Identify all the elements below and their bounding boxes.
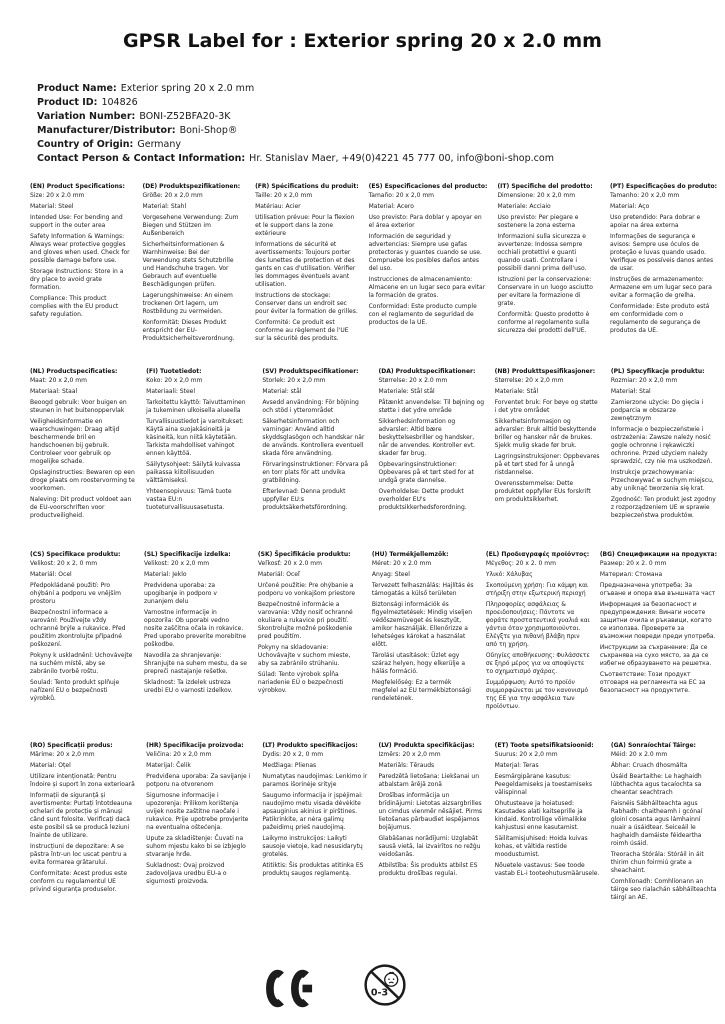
language-block-fr — [255, 183, 359, 368]
language-block-paragraph: Soulad: Tento produkt splňuje nařízení EU o bezpečnosti výrobků. — [30, 679, 120, 702]
language-block-paragraph: Predvidena uporaba: za upogibanje in podporo v zunanjem delu — [143, 582, 217, 605]
language-block-paragraph: Paredzētā lietošana: Liekšanai un atbalstam ārējā zonā — [378, 773, 480, 788]
language-block-paragraph: Съответствие: Този продукт отговаря на регламента на ЕС за безопасност на продуктите. — [599, 671, 706, 694]
language-block-paragraph: Úsáid Beartaithe: Le haghaidh lúbthachta agus tacaíochta sa cheantar seachtrach — [610, 773, 702, 796]
language-block-paragraph: Méid: 20 x 2.0 mm — [610, 751, 668, 758]
language-block-paragraph: Dydis: 20 x 2, 0 mm — [262, 751, 324, 758]
language-block-paragraph: Matériau: Acier — [255, 203, 301, 210]
language-block-paragraph: Materiale: Stål stål — [378, 388, 435, 395]
language-block-paragraph: Numatytas naudojimas: Lenkimo ir paramos išorinėje srityje — [262, 773, 368, 788]
language-block-paragraph: Materiaal: Staal — [30, 388, 78, 395]
language-block-heading: (EL) Προδιαγραφές προϊόντος: — [485, 551, 590, 558]
language-block-paragraph: Nõuetele vastavus: See toode vastab EL-i tooteohutusmäärusele. — [494, 862, 600, 877]
language-block-sl — [144, 551, 248, 742]
language-block-paragraph: Sicherheitsinformationen & Warnhinweise: Bei der Verwendung stets Schutzbrille und Handschuhe tragen. Vor Gebrauch auf eventuelle Beschädigungen prüfen. — [142, 241, 234, 288]
language-block-heading: (IT) Specifiche del prodotto: — [497, 183, 593, 190]
language-block-paragraph: Tamaño: 20 x 2,0 mm — [368, 192, 435, 199]
language-block-en — [30, 183, 133, 368]
language-block-paragraph: Размер: 20 x 2. 0 mm — [599, 560, 667, 567]
language-block-heading: (RO) Specificații produs: — [30, 742, 113, 749]
language-block-nl — [30, 368, 136, 551]
language-block-paragraph: Overensstemmelse: Dette produktet oppfyller EUs forskrift om produktsikkerhet. — [494, 480, 591, 503]
language-row — [30, 742, 717, 938]
language-block-heading: (HR) Specifikacije proizvoda: — [146, 742, 244, 749]
language-block-paragraph: Izmērs: 20 x 2,0 mm — [378, 751, 441, 758]
language-block-heading: (CS) Specifikace produktu: — [30, 551, 121, 558]
language-block-paragraph: Atbilstība: Šis produkts atbilst ES produktu drošības regulai. — [378, 862, 478, 877]
language-block-paragraph: Istruzioni per la conservazione: Conservare in un luogo asciutto per evitare la formazione di grate. — [497, 276, 593, 307]
language-block-paragraph: Size: 20 x 2.0 mm — [30, 192, 85, 199]
product-info-value: Hr. Stanislav Maer, +49(0)4221 45 777 00, info@boni-shop.com — [249, 153, 554, 164]
ce-mark-icon — [266, 969, 314, 1008]
language-block-paragraph: Tarkoitettu käyttö: Taivuttaminen ja tukeminen ulkoisella alueella — [146, 399, 246, 414]
language-block-paragraph: Informații de siguranță și avertismente: Purtați întotdeauna ochelari de protecție și mănuși când sunt folosite. Verificați dacă este posibil să se producă leziuni înainte de utilizare. — [30, 792, 132, 839]
language-block-paragraph: Avsedd användning: För böjning och stöd i ytterområdet — [262, 399, 359, 414]
language-block-paragraph: Lagringsinstruksjoner: Oppbevares på et tørt sted for å unngå ristdannelse. — [494, 453, 600, 476]
language-block-paragraph: Intended Use: For bending and support in the outer area — [30, 214, 123, 229]
product-info-value: BONI-Z52BFA20-3K — [139, 111, 231, 122]
language-block-paragraph: Uso previsto: Per piegare e sostenere la zona esterna — [497, 214, 579, 229]
language-block-paragraph: Vorgesehene Verwendung: Zum Biegen und Stützen im Außenbereich — [142, 214, 239, 237]
language-block-paragraph: Tárolási utasítások: Üzlet egy száraz helyen, hogy elkerülje a hálás formáció. — [371, 652, 465, 675]
language-block-fi — [146, 368, 252, 551]
language-block-heading: (FI) Tuotetiedot: — [146, 368, 202, 375]
language-block-sv — [262, 368, 368, 551]
language-block-paragraph: Μέγεθος: 20 x 2. 0 mm — [485, 560, 556, 567]
language-block-paragraph: Pokyny na skladovanie: Uchovávajte v suchom mieste, aby sa zabránilo strúhaniu. — [257, 644, 351, 667]
language-block-paragraph: Informacje o bezpieczeństwie i ostrzeżenia: Zawsze należy nosić gogle ochronne i rękawiczki ochronne. Przed użyciem należy sprawdzić, czy nie ma uszkodzeń. — [610, 426, 713, 465]
product-info-value: Exterior spring 20 x 2.0 mm — [120, 83, 255, 94]
language-block-paragraph: Bezpečnostní informace a varování: Používejte vždy ochranné brýle a rukavice. Před použitím zkontrolujte případné poškození. — [30, 609, 126, 648]
language-block-paragraph: Информация за безопасност и предупреждения: Винаги носете защитни очила и ръкавици, когато се използва. Проверете за възможни повреди преди употреба. — [599, 601, 716, 640]
language-block-heading: (PL) Specyfikacje produktu: — [610, 368, 705, 375]
language-block-paragraph: Utilizare intenționată: Pentru îndoire și suport în zona exterioară — [30, 773, 135, 788]
language-block-paragraph: Säkerhetsinformation och varningar: Använd alltid skyddsglasögon och handskar när de används. Kontrollera eventuell skada före användning. — [262, 418, 365, 457]
language-block-paragraph: Opbevaringsinstruktioner: Opbevares på et tørt sted for at undgå grate dannelse. — [378, 461, 474, 484]
language-row — [30, 551, 717, 742]
language-block-paragraph: Conformidad: Este producto cumple con el reglamento de seguridad de productos de la UE. — [368, 303, 477, 326]
language-block-paragraph: Πληροφορίες ασφάλειας & προειδοποιήσεις: Πάντοτε να φοράτε προστατευτικά γυαλιά και γάντια όταν χρησιμοποιούνται. Ελέγξτε για πιθανή βλάβη πριν από τη χρήση. — [485, 601, 590, 648]
language-block-paragraph: Ohutusteave ja hoiatused: Kasutades alati kaitseprille ja kindaid. Kontrollige võimalikke kahjustusi enne kasutamist. — [494, 800, 587, 831]
language-block-paragraph: Material: Jeklo — [143, 571, 187, 578]
product-info-field — [37, 138, 725, 152]
language-block-paragraph: Sukladnost: Ovaj proizvod zadovoljava uredbu EU-a o sigurnosti proizvoda. — [146, 862, 227, 885]
language-block-paragraph: Veľkosť: 20 x 2.0 mm — [257, 560, 322, 567]
language-block-paragraph: Biztonsági információk és figyelmeztetések: Mindig viseljen védőszemüveget és kesztyűt, amikor használják. Ellenőrizze a lehetséges károkat a használat előtt. — [371, 601, 473, 648]
language-block-paragraph: Material: Stahl — [142, 203, 187, 210]
language-block-heading: (NB) Produkttspesifikasjoner: — [494, 368, 596, 375]
age-warning-label: 0-3 — [370, 987, 389, 999]
language-block-paragraph: Comhlíonadh: Comhlíonann an táirge seo rialachán sábháilteachta táirgí an AE. — [610, 878, 717, 901]
language-block-paragraph: Materiał: Stal — [610, 388, 651, 395]
language-block-paragraph: Dimensione: 20 x 2,0 mm — [497, 192, 576, 199]
language-block-paragraph: Material: Acero — [368, 203, 414, 210]
language-block-heading: (SK) Špecifikácie produktu: — [257, 551, 351, 558]
language-block-paragraph: Påtænkt anvendelse: Til bøjning og støtte i det ydre område — [378, 399, 485, 414]
language-block-paragraph: Υλικό: Χάλυβας — [485, 571, 533, 578]
language-block-paragraph: Předpokládané použití: Pro ohýbání a podporu ve vnějším prostoru — [30, 582, 121, 605]
language-block-heading: (EN) Product Specifications: — [30, 183, 125, 190]
language-row — [30, 183, 717, 368]
product-info-value: 104826 — [101, 97, 138, 108]
language-block-heading: (DA) Produktspecifikationer: — [378, 368, 476, 375]
language-block-sk — [258, 551, 362, 742]
product-info-label: Variation Number: — [37, 111, 136, 122]
language-block-paragraph: Konformität: Dieses Produkt entspricht der EU-Produktsicherheitsverordnung. — [142, 319, 235, 342]
product-info-field — [37, 110, 725, 124]
page-title: GPSR Label for : Exterior spring 20 x 2.0 mm — [123, 30, 602, 52]
language-block-paragraph: Materijal: Čelik — [146, 762, 191, 769]
product-info-label: Product ID: — [37, 97, 98, 108]
language-block-heading: (ET) Toote spetsifikatsioonid: — [494, 742, 594, 749]
language-block-paragraph: Предназначена употреба: За огъване и опора във външната част — [599, 582, 716, 597]
language-block-heading: (HU) Termékjellemzők: — [371, 551, 449, 558]
product-info — [37, 82, 725, 166]
language-block-paragraph: Materiale: Stål — [494, 388, 539, 395]
language-block-paragraph: Förvaringsinstruktioner: Förvara på en torr plats för att undvika gratbildning. — [262, 461, 369, 484]
language-block-paragraph: Suurus: 20 x 2,0 mm — [494, 751, 558, 758]
language-block-paragraph: Utilisation prévue: Pour la flexion et le support dans la zone extérieure — [255, 214, 355, 237]
language-block-et — [495, 742, 601, 938]
language-block-ro — [30, 742, 136, 938]
language-block-paragraph: Forventet bruk: For bøye og støtte i det ytre området — [494, 399, 598, 414]
language-block-heading: (GA) Sonraíochtaí Táirge: — [610, 742, 696, 749]
language-block-paragraph: Informazioni sulla sicurezza e avvertenze: Indossa sempre occhiali protettivi e guanti quando usati. Controllare i possibili danni prima dell'uso. — [497, 233, 587, 272]
language-block-heading: (BG) Спецификации на продукта: — [599, 551, 717, 558]
language-block-heading: (SL) Specifikacije izdelka: — [143, 551, 231, 558]
language-block-paragraph: Glabāšanas norādījumi: Uzglabāt sausā vietā, lai izvairītos no režģu veidošanās. — [378, 835, 481, 858]
language-block-paragraph: Eesmärgipärane kasutus: Peegeldamiseks ja toestamiseks välispinnal — [494, 773, 592, 796]
language-block-paragraph: Maat: 20 x 2,0 mm — [30, 377, 87, 384]
language-block-paragraph: Tervezett felhasználás: Hajlítás és támogatás a külső területen — [371, 582, 474, 597]
language-block-paragraph: Anyag: Steel — [371, 571, 410, 578]
language-block-hu — [372, 551, 476, 742]
language-block-cs — [30, 551, 134, 742]
language-block-heading: (SV) Produktspecifikationer: — [262, 368, 359, 375]
language-block-paragraph: Materiál: Oceľ — [257, 571, 301, 578]
language-block-paragraph: Turvallisuustiedot ja varoitukset: Käytä aina suojakäsineitä ja käsineitä, kun niitä käytetään. Tarkista mahdolliset vahingot ennen käyttöä. — [146, 418, 244, 457]
language-block-paragraph: Material: Aço — [609, 203, 650, 210]
product-info-label: Manufacturer/Distributor: — [37, 125, 176, 136]
language-block-paragraph: Efterlevnad: Denna produkt uppfyller EU:s produktsäkerhetsförordning. — [262, 488, 348, 511]
product-info-value: Boni-Shop® — [179, 125, 238, 136]
language-block-paragraph: Instructions de stockage: Conserver dans un endroit sec pour éviter la formation de grilles. — [255, 292, 358, 315]
language-block-paragraph: Ábhar: Cruach dhosmálta — [610, 762, 688, 769]
language-block-paragraph: Material: Oțel — [30, 762, 71, 769]
language-block-paragraph: Conformità: Questo prodotto è conforme al regolamento sulla sicurezza dei prodotti dell'UE. — [497, 311, 590, 334]
product-info-value: Germany — [137, 139, 182, 150]
language-block-paragraph: Faisnéis Sábháilteachta agus Rabhadh: chaitheamh i gcónaí gloiní cosanta agus lámhainní nuair a úsáidtear. Seiceáil le haghaidh damáiste féideartha roimh úsáid. — [610, 800, 703, 847]
language-block-paragraph: Veiligheidsinformatie en waarschuwingen: Draag altijd beschermende bril en handschoenen bij gebruik. Controleer voor gebruik op mogelijke schade. — [30, 418, 120, 465]
language-block-paragraph: Материал: Стомана — [599, 571, 663, 578]
language-block-bg — [600, 551, 717, 742]
language-block-paragraph: Upute za skladištenje: Čuvati na suhom mjestu kako bi se izbjeglo stvaranje hrđe. — [146, 835, 246, 858]
product-info-field — [37, 82, 725, 96]
language-block-paragraph: Storlek: 20 x 2,0 mm — [262, 377, 326, 384]
product-info-field — [37, 152, 725, 166]
language-block-paragraph: Naleving: Dit product voldoet aan de EU-voorschriften voor productveiligheid. — [30, 496, 132, 519]
language-block-ga — [611, 742, 717, 938]
language-block-paragraph: Инструкции за съхранение: Да се съхранява на сухо място, за да се избегне образуването на решетка. — [599, 644, 712, 667]
language-block-heading: (DE) Produktspezifikationen: — [142, 183, 241, 190]
language-block-paragraph: Laikymo instrukcijos: Laikyti sausoje vietoje, kad nesusidarytų grotelės. — [262, 835, 363, 858]
language-block-paragraph: Opslaginstructies: Bewaren op een droge plaats om roostervorming te voorkomen. — [30, 469, 135, 492]
language-block-paragraph: Størrelse: 20 x 2.0 mm — [378, 377, 448, 384]
language-block-paragraph: Material: Steel — [30, 203, 74, 210]
language-block-heading: (FR) Spécifications du produit: — [255, 183, 359, 190]
language-block-it — [497, 183, 600, 368]
language-block-paragraph: Materiál: Ocel — [30, 571, 72, 578]
language-block-hr — [146, 742, 252, 938]
language-blocks-grid — [30, 183, 717, 938]
language-block-paragraph: Zgodność: Ten produkt jest zgodny z rozporządzeniem UE w sprawie bezpieczeństwa produktów. — [610, 496, 716, 519]
language-block-paragraph: Uso previsto: Para doblar y apoyar en el área exterior — [368, 214, 482, 229]
language-block-nb — [495, 368, 601, 551]
language-block-paragraph: Conformidade: Este produto está em conformidade com o regulamento de segurança de produtos da UE. — [609, 303, 710, 334]
product-info-field — [37, 124, 725, 138]
language-block-paragraph: Taille: 20 x 2,0 mm — [255, 192, 313, 199]
language-block-paragraph: Σκοπούμενη χρήση: Για κάμψη και στήριξη στην εξωτερική περιοχή — [485, 582, 589, 597]
language-block-paragraph: Informações de segurança e avisos: Sempre use óculos de proteção e luvas quando usado. Verifique os possíveis danos antes de usar. — [609, 233, 714, 272]
language-block-paragraph: Zamierzone użycie: Do gięcia i podparcia w obszarze zewnętrznym — [610, 399, 704, 422]
language-block-paragraph: Instrucciones de almacenamiento: Almacene en un lugar seco para evitar la formación de gratos. — [368, 276, 486, 299]
language-block-heading: (LV) Produkta specifikācijas: — [378, 742, 475, 749]
footer-marks — [0, 938, 725, 1024]
language-block-paragraph: Megfelelőség: Ez a termék megfelel az EU termékbiztonsági rendeletének. — [371, 679, 471, 702]
language-block-el — [486, 551, 590, 742]
language-block-paragraph: Medžiaga: Plienas — [262, 762, 317, 769]
product-info-label: Country of Origin: — [37, 139, 134, 150]
language-block-paragraph: Instruções de armazenamento: Armazene em um lugar seco para evitar a formação de grelha. — [609, 276, 712, 299]
language-block-paragraph: Συμμόρφωση: Αυτό το προϊόν συμμορφώνεται με τον κανονισμό της ΕΕ για την ασφάλεια των προϊόντων. — [485, 679, 589, 710]
language-block-paragraph: Drošības informācija un brīdinājumi: Lietotas aizsargbrilles un cimdus vienmēr nēsājiet. Pirms lietošanas pārbaudiet iespējamos bojājumus. — [378, 792, 483, 831]
language-block-paragraph: Safety Information & Warnings: Always wear protective goggles and gloves when used. Check for possible damage before use. — [30, 233, 130, 264]
language-block-es — [369, 183, 488, 368]
language-block-paragraph: Materiāls: Tērauds — [378, 762, 435, 769]
language-block-paragraph: Beoogd gebruik: Voor buigen en steunen in het buitenoppervlak — [30, 399, 127, 414]
language-row — [30, 368, 717, 551]
language-block-paragraph: Bezpečnostné informácie a varovania: Vždy nosiť ochranné okuliare a rukavice pri použití. Skontrolujte možné poškodenie pred použitím. — [257, 601, 353, 640]
language-block-pt — [610, 183, 717, 368]
language-block-paragraph: Overholdelse: Dette produkt overholder EU's produktsikkerhedsforordning. — [378, 488, 467, 511]
language-block-paragraph: Materiaali: Steel — [146, 388, 196, 395]
product-info-label: Product Name: — [37, 83, 117, 94]
language-block-paragraph: Treoracha Stórála: Stóráil in áit thirim chun foirmiú grate a sheachaint. — [610, 851, 704, 874]
language-block-paragraph: Lagerungshinweise: An einem trockenen Ort lagern, um Rostbildung zu vermeiden. — [142, 292, 233, 315]
language-block-da — [378, 368, 484, 551]
language-block-paragraph: Säilitamisjuhised: Hoida kuivas kohas, et vältida restide moodustumist. — [494, 835, 588, 858]
language-block-paragraph: Størrelse: 20 x 2,0 mm — [494, 377, 564, 384]
language-block-paragraph: Rozmiar: 20 x 2,0 mm — [610, 377, 678, 384]
language-block-heading: (LT) Produkto specifikacijos: — [262, 742, 358, 749]
language-block-paragraph: Tamanho: 20 x 2,0 mm — [609, 192, 680, 199]
language-block-lt — [262, 742, 368, 938]
product-info-field — [37, 96, 725, 110]
language-block-paragraph: Veličina: 20 x 2,0 mm — [146, 751, 212, 758]
language-block-paragraph: Súlad: Tento výrobok spĺňa nariadenie EÚ o bezpečnosti výrobkov. — [257, 671, 344, 694]
language-block-paragraph: Sikkerhedsinformation og advarsler: Altid bære beskyttelsesbriller og handsker, når de anvendes. Kontroller evt. skader før brug. — [378, 418, 476, 457]
language-block-paragraph: Material: stål — [262, 388, 302, 395]
language-block-pl — [611, 368, 717, 551]
language-block-paragraph: Atitiktis: Šis produktas atitinka ES produktų saugos reglamentą. — [262, 862, 364, 877]
language-block-paragraph: Säilytysohjeet: Säilytä kuivassa paikassa kiitollisuuden välttämiseksi. — [146, 461, 241, 484]
language-block-paragraph: Größe: 20 x 2,0 mm — [142, 192, 203, 199]
language-block-paragraph: Skladnost: Ta izdelek ustreza uredbi EU o varnosti izdelkov. — [143, 679, 233, 694]
language-block-paragraph: Οδηγίες αποθήκευσης: Φυλάσσετε σε ξηρό μέρος για να αποφύγετε το σχηματισμό σχάρας. — [485, 652, 590, 675]
language-block-paragraph: Información de seguridad y advertencias: Siempre use gafas protectoras y guantes cuando se use. Compruebe los posibles daños antes del uso. — [368, 233, 482, 272]
language-block-heading: (ES) Especificaciones del producto: — [368, 183, 488, 190]
language-block-paragraph: Určené použitie: Pre ohýbanie a podporu vo vonkajšom priestore — [257, 582, 356, 597]
language-block-paragraph: Sikkerhetsinformasjon og advarsler: Bruk alltid beskyttende briller og hansker når de brukes. Sjekk mulig skade før bruk. — [494, 418, 597, 449]
language-block-paragraph: Conformitate: Acest produs este conform cu regulamentul UE privind siguranța produselor. — [30, 870, 128, 893]
language-block-paragraph: Varnostne informacije in opozorila: Ob uporabi vedno nosite zaščitna očala in rokavice. Pred uporabo preverite morebitne poškodbe. — [143, 609, 247, 648]
language-block-heading: (PT) Especificações do produto: — [609, 183, 717, 190]
language-block-paragraph: Pokyny k uskladnění: Uchovávejte na suchém místě, aby se zabránilo tvorbě roštu. — [30, 652, 133, 675]
language-block-paragraph: Velikost: 20 x 2, 0 mm — [30, 560, 98, 567]
language-block-paragraph: Yhteensopivuus: Tämä tuote vastaa EU:n tuoteturvallisuusasetusta. — [146, 488, 232, 511]
language-block-paragraph: Koko: 20 x 2,0 mm — [146, 377, 203, 384]
language-block-paragraph: Velikost: 20 x 2,0 mm — [143, 560, 210, 567]
language-block-paragraph: Saugumo informacija ir įspėjimai: naudojimo metu visada dėvėkite apsauginius akinius ir pirštines. Patikrinkite, ar nėra galimų pažeidimų prieš naudojimą. — [262, 792, 363, 831]
language-block-paragraph: Méret: 20 x 2.0 mm — [371, 560, 432, 567]
language-block-paragraph: Conformité: Ce produit est conforme au règlement de l'UE sur la sécurité des produits. — [255, 319, 349, 342]
language-block-paragraph: Sigurnosne informacije i upozorenja: Prilikom korištenja uvijek nosite zaštitne naočale i rukavice. Prije upotrebe provjerite na eventualna oštećenja. — [146, 792, 249, 831]
language-block-paragraph: Instrukcje przechowywania: Przechowywać w suchym miejscu, aby uniknąć tworzenia się krat. — [610, 469, 714, 492]
age-warning-0-3-icon — [364, 964, 406, 1006]
language-block-lv — [378, 742, 484, 938]
product-info-label: Contact Person & Contact Information: — [37, 153, 246, 164]
language-block-paragraph: Predviđena uporaba: Za savijanje i potporu na otvorenom — [146, 773, 251, 788]
language-block-paragraph: Mărime: 20 x 2,0 mm — [30, 751, 95, 758]
language-block-paragraph: Navodila za shranjevanje: Shranjujte na suhem mestu, da se prepreči nastajanje rešetke. — [143, 652, 248, 675]
language-block-paragraph: Materjal: Teras — [494, 762, 539, 769]
language-block-paragraph: Materiale: Acciaio — [497, 203, 551, 210]
language-block-de — [143, 183, 246, 368]
language-block-paragraph: Compliance: This product complies with the EU product safety regulation. — [30, 295, 119, 318]
language-block-heading: (NL) Productspecificaties: — [30, 368, 118, 375]
language-block-paragraph: Informations de sécurité et avertissements: Toujours porter des lunettes de protection et des gants en cas d'utilisation. Vérifier les dommages éventuels avant utilisation. — [255, 241, 356, 288]
language-block-paragraph: Instrucțiuni de depozitare: A se păstra într-un loc uscat pentru a evita formarea grătarului. — [30, 843, 127, 866]
language-block-paragraph: Storage Instructions: Store in a dry place to avoid grate formation. — [30, 268, 124, 291]
language-block-paragraph: Uso pretendido: Para dobrar e apoiar na área externa — [609, 214, 701, 229]
baby-face-icon — [385, 973, 398, 986]
